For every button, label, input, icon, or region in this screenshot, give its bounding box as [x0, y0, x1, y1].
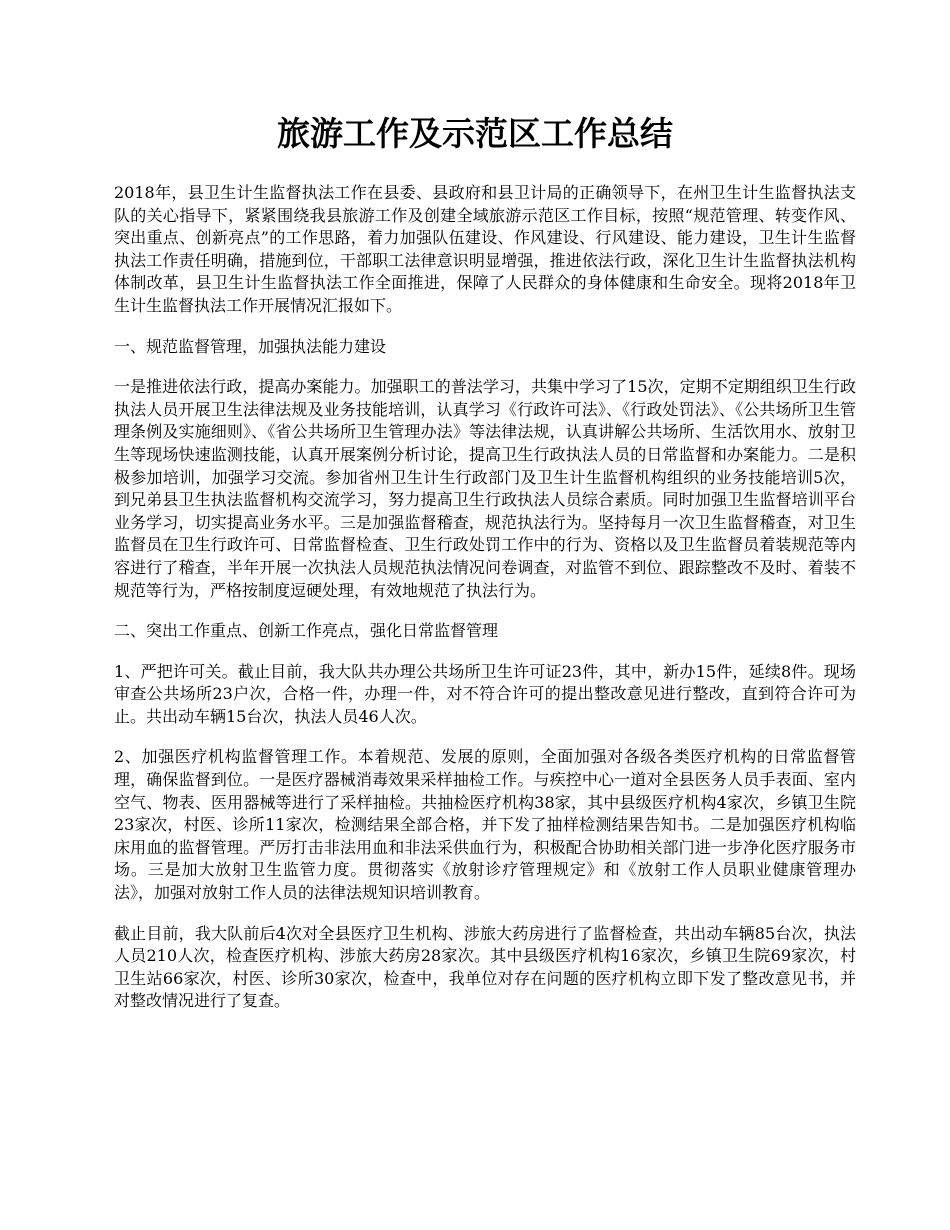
document-title: 旅游工作及示范区工作总结: [277, 114, 673, 153]
section-heading-2: 二、突出工作重点、创新工作亮点，强化日常监督管理: [114, 621, 499, 641]
medical-supervision-paragraph: 2、加强医疗机构监督管理工作。本着规范、发展的原则，全面加强对各级各类医疗机构的日常监督管理，确保监督到位。一是医疗器械消毒效果采样抽检工作。与疾控中心一道对全县医务人员手表面、室内空气、物表、医用器械等进行了采样抽检。共抽检医疗机构38家，其中县级医疗机构4家次，乡镇卫生院23家次，村医、诊所11家次，检测结果全部合格，并下发了抽样检测结果告知书。二是加强医疗机构临床用血的监督管理。严厉打击非法用血和非法采供血行为，积极配合协助相关部门进一步净化医疗服务市场。三是加大放射卫生监管力度。贯彻落实《放射诊疗管理规定》和《放射工作人员职业健康管理办法》，加强对放射工作人员的法律法规知识培训教育。: [114, 747, 856, 903]
inspection-summary-paragraph: 截止目前，我大队前后4次对全县医疗卫生机构、涉旅大药房进行了监督检查，共出动车辆85台次，执法人员210人次，检查医疗机构、涉旅大药房28家次。其中县级医疗机构16家次，乡镇卫生院69家次，村卫生站66家次，村医、诊所30家次，检查中，我单位对存在问题的医疗机构立即下发了整改意见书，并对整改情况进行了复查。: [114, 923, 856, 1011]
permit-paragraph: 1、严把许可关。截止目前，我大队共办理公共场所卫生许可证23件，其中，新办15件，延续8件。现场审查公共场所23户次，合格一件，办理一件，对不符合许可的提出整改意见进行整改，直到符合许可为止。共出动车辆15台次，执法人员46人次。: [114, 661, 856, 726]
intro-paragraph: 2018年，县卫生计生监督执法工作在县委、县政府和县卫计局的正确领导下，在州卫生计生监督执法支队的关心指导下，紧紧围绕我县旅游工作及创建全域旅游示范区工作目标，按照“规范管理、转变作风、突出重点、创新亮点”的工作思路，着力加强队伍建设、作风建设、行风建设、能力建设，卫生计生监督执法工作责任明确，措施到位，干部职工法律意识明显增强，推进依法行政，深化卫生计生监督执法机构体制改革，县卫生计生监督执法工作全面推进，保障了人民群众的身体健康和生命安全。现将2018年卫生计生监督执法工作开展情况汇报如下。: [114, 183, 856, 315]
document-body: [114, 182, 856, 1031]
section-1-paragraph: 一是推进依法行政，提高办案能力。加强职工的普法学习，共集中学习了15次，定期不定期组织卫生行政执法人员开展卫生法律法规及业务技能培训，认真学习《行政许可法》、《行政处罚法》、《公共场所卫生管理条例及实施细则》、《省公共场所卫生管理办法》等法律法规，认真讲解公共场所、生活饮用水、放射卫生等现场快速监测技能，认真开展案例分析讨论，提高卫生行政执法人员的日常监督和办案能力。二是积极参加培训，加强学习交流。参加省州卫生计生行政部门及卫生计生监督机构组织的业务技能培训5次，到兄弟县卫生执法监督机构交流学习，努力提高卫生行政执法人员综合素质。同时加强卫生监督培训平台业务学习，切实提高业务水平。三是加强监督稽查，规范执法行为。坚持每月一次卫生监督稽查，对卫生监督员在卫生行政许可、日常监督检查、卫生行政处罚工作中的行为、资格以及卫生监督员着装规范等内容进行了稽查，半年开展一次执法人员规范执法情况问卷调查，对监管不到位、跟踪整改不及时、着装不规范等行为，严格按制度逗硬处理，有效地规范了执法行为。: [114, 377, 856, 600]
section-heading-1: 一、规范监督管理，加强执法能力建设: [114, 336, 387, 356]
